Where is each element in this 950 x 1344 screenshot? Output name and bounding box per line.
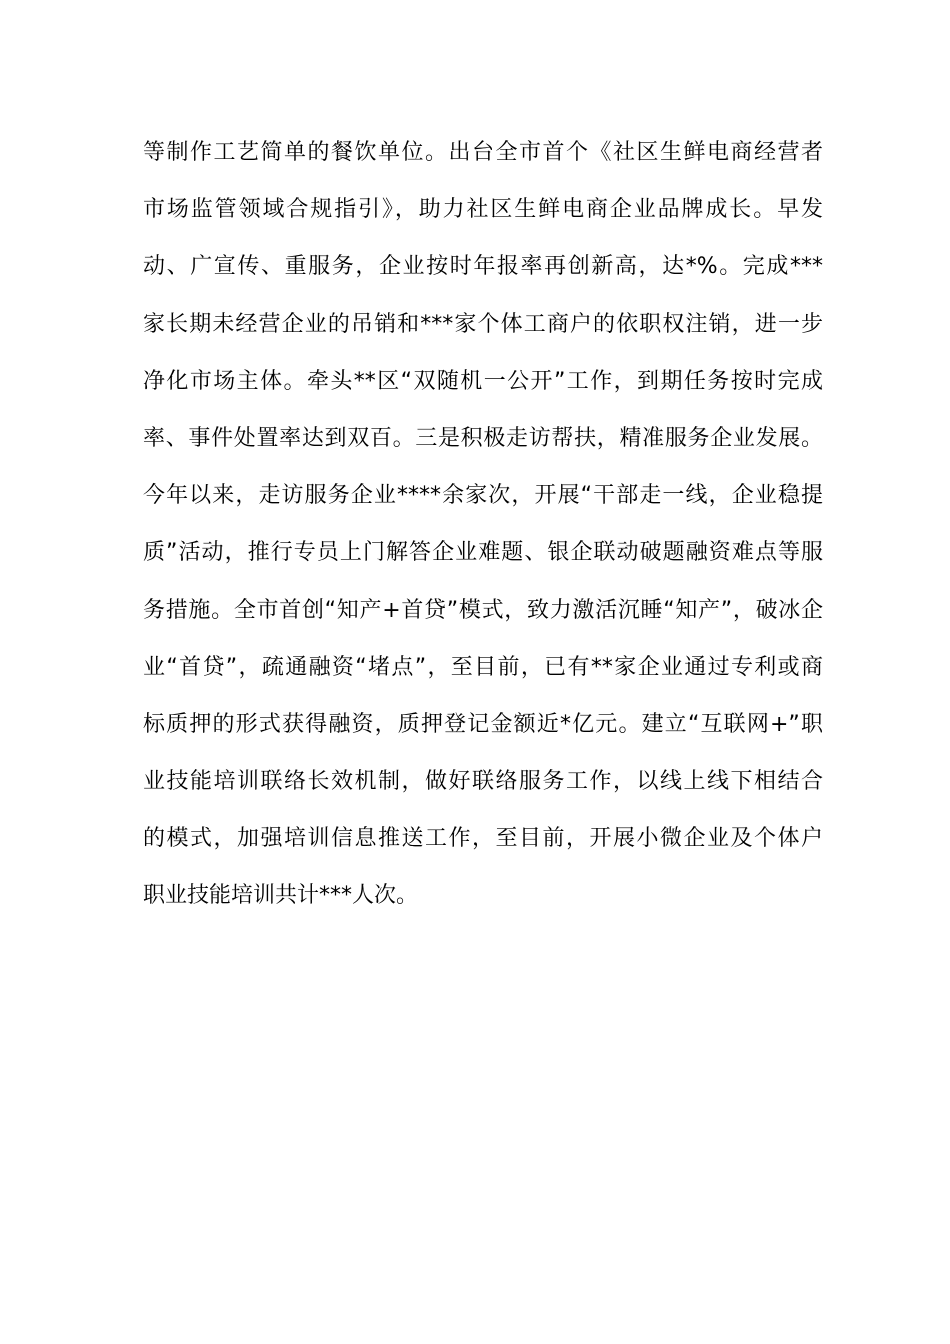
text-line: 质”活动，推行专员上门解答企业难题、银企联动破题融资难点等服	[143, 540, 823, 566]
text-line: 的模式，加强培训信息推送工作，至目前，开展小微企业及个体户	[143, 826, 823, 852]
text-line: 率、事件处置率达到双百。三是积极走访帮扶，精准服务企业发展。	[143, 425, 823, 451]
text-line: 业技能培训联络长效机制，做好联络服务工作，以线上线下相结合	[143, 769, 823, 795]
text-line: 家长期未经营企业的吊销和***家个体工商户的依职权注销，进一步	[143, 311, 823, 337]
text-line: 净化市场主体。牵头**区“双随机一公开”工作，到期任务按时完成	[143, 368, 823, 394]
text-line: 业“首贷”，疏通融资“堵点”，至目前，已有**家企业通过专利或商	[143, 654, 823, 680]
body-paragraph	[143, 131, 823, 932]
text-line: 今年以来，走访服务企业****余家次，开展“干部走一线，企业稳提	[143, 483, 823, 509]
text-line: 等制作工艺简单的餐饮单位。出台全市首个《社区生鲜电商经营者	[143, 140, 823, 165]
text-line: 市场监管领域合规指引》，助力社区生鲜电商企业品牌成长。早发	[143, 197, 823, 223]
text-line: 标质押的形式获得融资，质押登记金额近*亿元。建立“互联网+”职	[143, 711, 823, 737]
text-line: 务措施。全市首创“知产+首贷”模式，致力激活沉睡“知产”，破冰企	[143, 597, 823, 623]
text-line: 职业技能培训共计***人次。	[143, 883, 419, 909]
text-line: 动、广宣传、重服务，企业按时年报率再创新高，达*%。完成***	[143, 254, 823, 280]
